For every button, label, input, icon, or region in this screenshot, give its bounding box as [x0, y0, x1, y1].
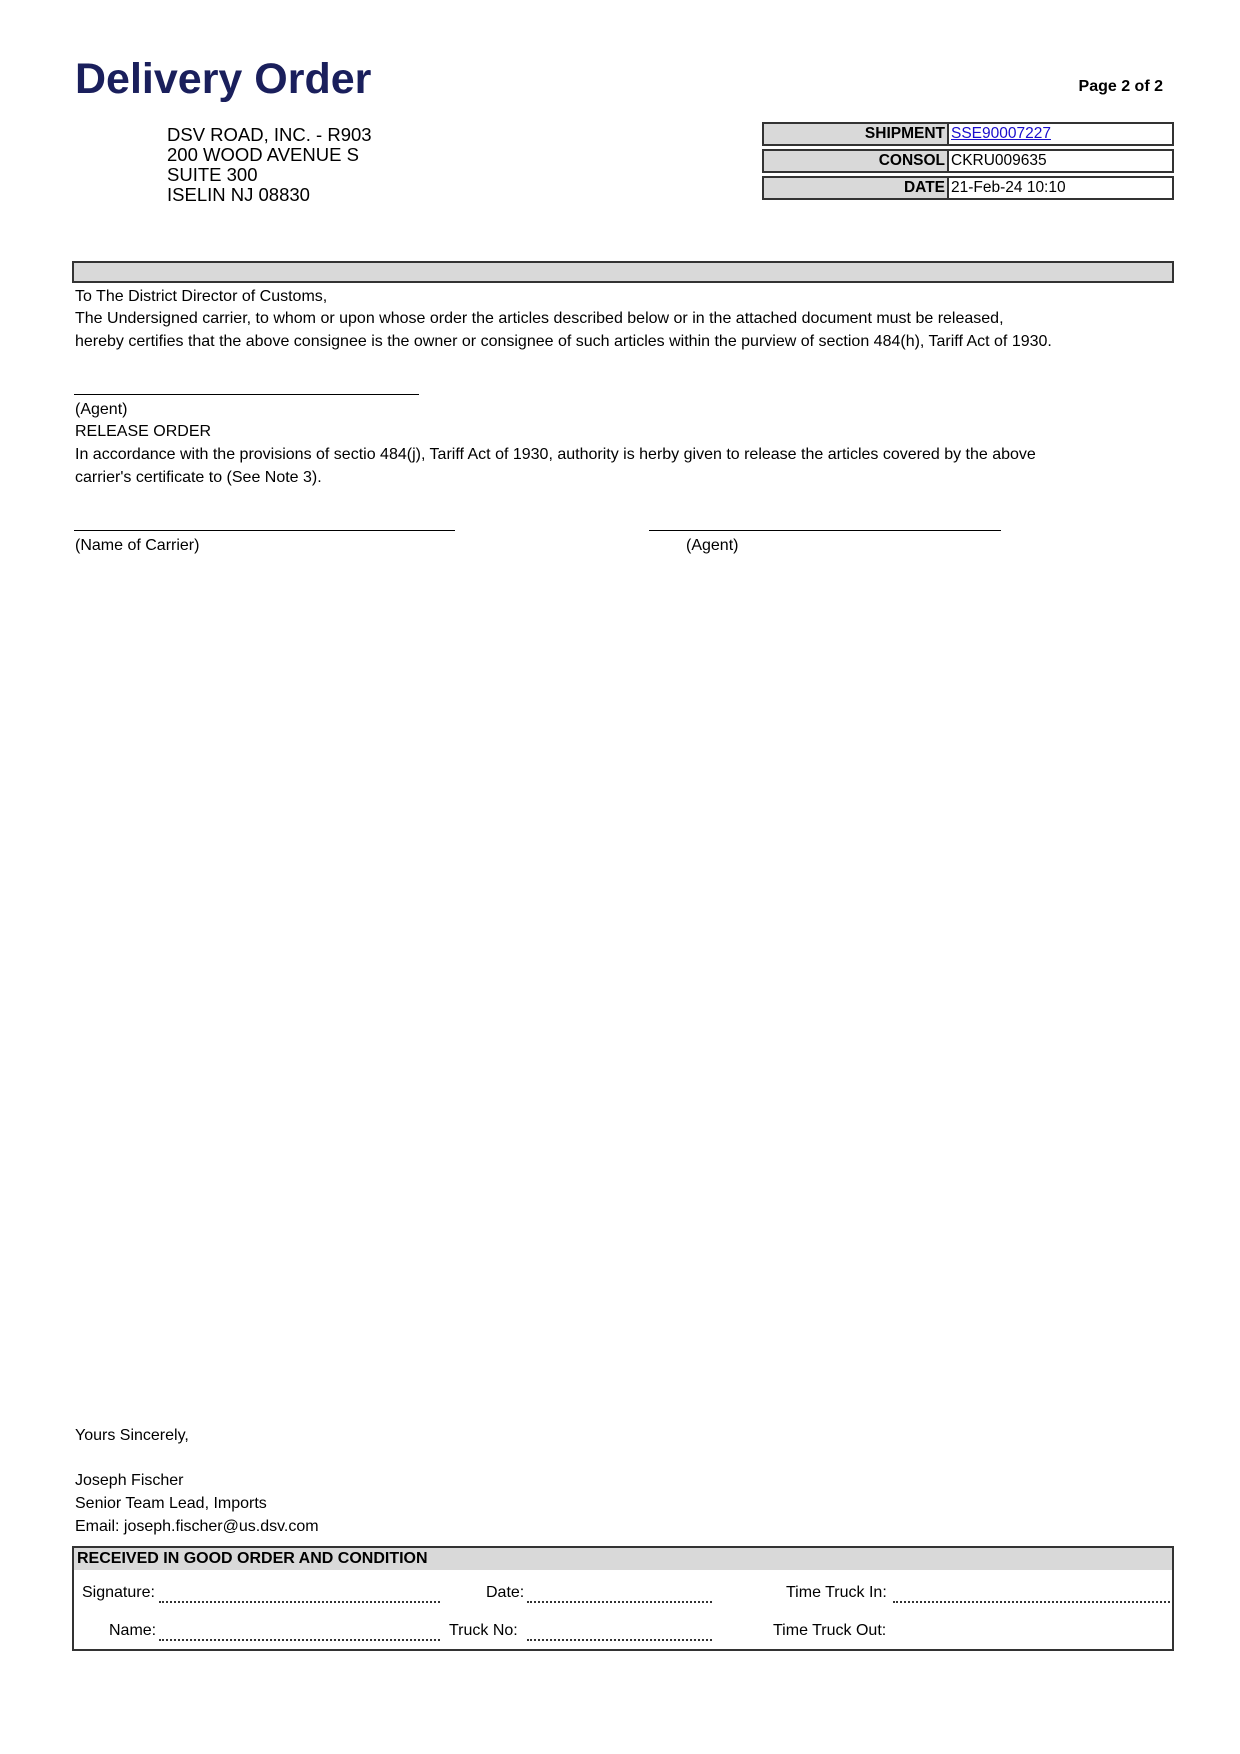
- shipment-link[interactable]: SSE90007227: [951, 125, 1051, 142]
- agent-label-2: (Agent): [686, 537, 739, 554]
- time-out-label: Time Truck Out:: [773, 1622, 887, 1639]
- page-number: Page 2 of 2: [1078, 78, 1163, 95]
- document-title: Delivery Order: [75, 55, 372, 103]
- certification-line-2: hereby certifies that the above consignee is the owner or consignee of such articles within the purview of section 484(h), Tariff Act of 1930.: [75, 333, 1052, 350]
- section-band: [72, 261, 1174, 283]
- consol-label: CONSOL: [764, 151, 949, 171]
- signature-label: Signature:: [82, 1584, 155, 1601]
- carrier-signature-line: [74, 530, 455, 531]
- address-line-4: ISELIN NJ 08830: [167, 184, 310, 205]
- certification-line-1: The Undersigned carrier, to whom or upon whose order the articles described below or in the attached document must be released,: [75, 310, 1004, 327]
- date-field[interactable]: [527, 1601, 712, 1603]
- greeting: To The District Director of Customs,: [75, 288, 328, 305]
- release-order-heading: RELEASE ORDER: [75, 423, 212, 440]
- address-block: [167, 125, 372, 205]
- salutation: Yours Sincerely,: [75, 1427, 189, 1444]
- name-field[interactable]: [159, 1639, 440, 1641]
- address-line-1: DSV ROAD, INC. - R903: [167, 124, 372, 145]
- time-in-label: Time Truck In:: [786, 1584, 887, 1601]
- date-field-label: Date:: [486, 1584, 525, 1601]
- received-heading: RECEIVED IN GOOD ORDER AND CONDITION: [74, 1548, 1172, 1570]
- time-in-field[interactable]: [893, 1601, 1170, 1603]
- date-label: DATE: [764, 178, 949, 198]
- release-line-2: carrier's certificate to (See Note 3).: [75, 469, 322, 486]
- signature-field[interactable]: [159, 1601, 440, 1603]
- signatory-email: Email: joseph.fischer@us.dsv.com: [75, 1518, 319, 1535]
- address-line-2: 200 WOOD AVENUE S: [167, 144, 359, 165]
- address-line-3: SUITE 300: [167, 164, 258, 185]
- shipment-label: SHIPMENT: [764, 124, 949, 144]
- agent-label: (Agent): [75, 401, 128, 418]
- carrier-name-label: (Name of Carrier): [75, 537, 200, 554]
- shipment-row: [762, 122, 1174, 146]
- date-value: 21-Feb-24 10:10: [951, 179, 1066, 196]
- truck-no-field[interactable]: [527, 1639, 712, 1641]
- signatory-name: Joseph Fischer: [75, 1472, 184, 1489]
- date-row: [762, 176, 1174, 200]
- agent-signature-line: [74, 394, 419, 395]
- truck-no-label: Truck No:: [449, 1622, 518, 1639]
- agent-signature-line-2: [649, 530, 1001, 531]
- signatory-position: Senior Team Lead, Imports: [75, 1495, 267, 1512]
- received-box: [72, 1546, 1174, 1651]
- release-line-1: In accordance with the provisions of sectio 484(j), Tariff Act of 1930, authority is herby given to release the articles covered by the above: [75, 446, 1036, 463]
- consol-value: CKRU009635: [951, 152, 1047, 169]
- name-label: Name:: [109, 1622, 157, 1639]
- consol-row: [762, 149, 1174, 173]
